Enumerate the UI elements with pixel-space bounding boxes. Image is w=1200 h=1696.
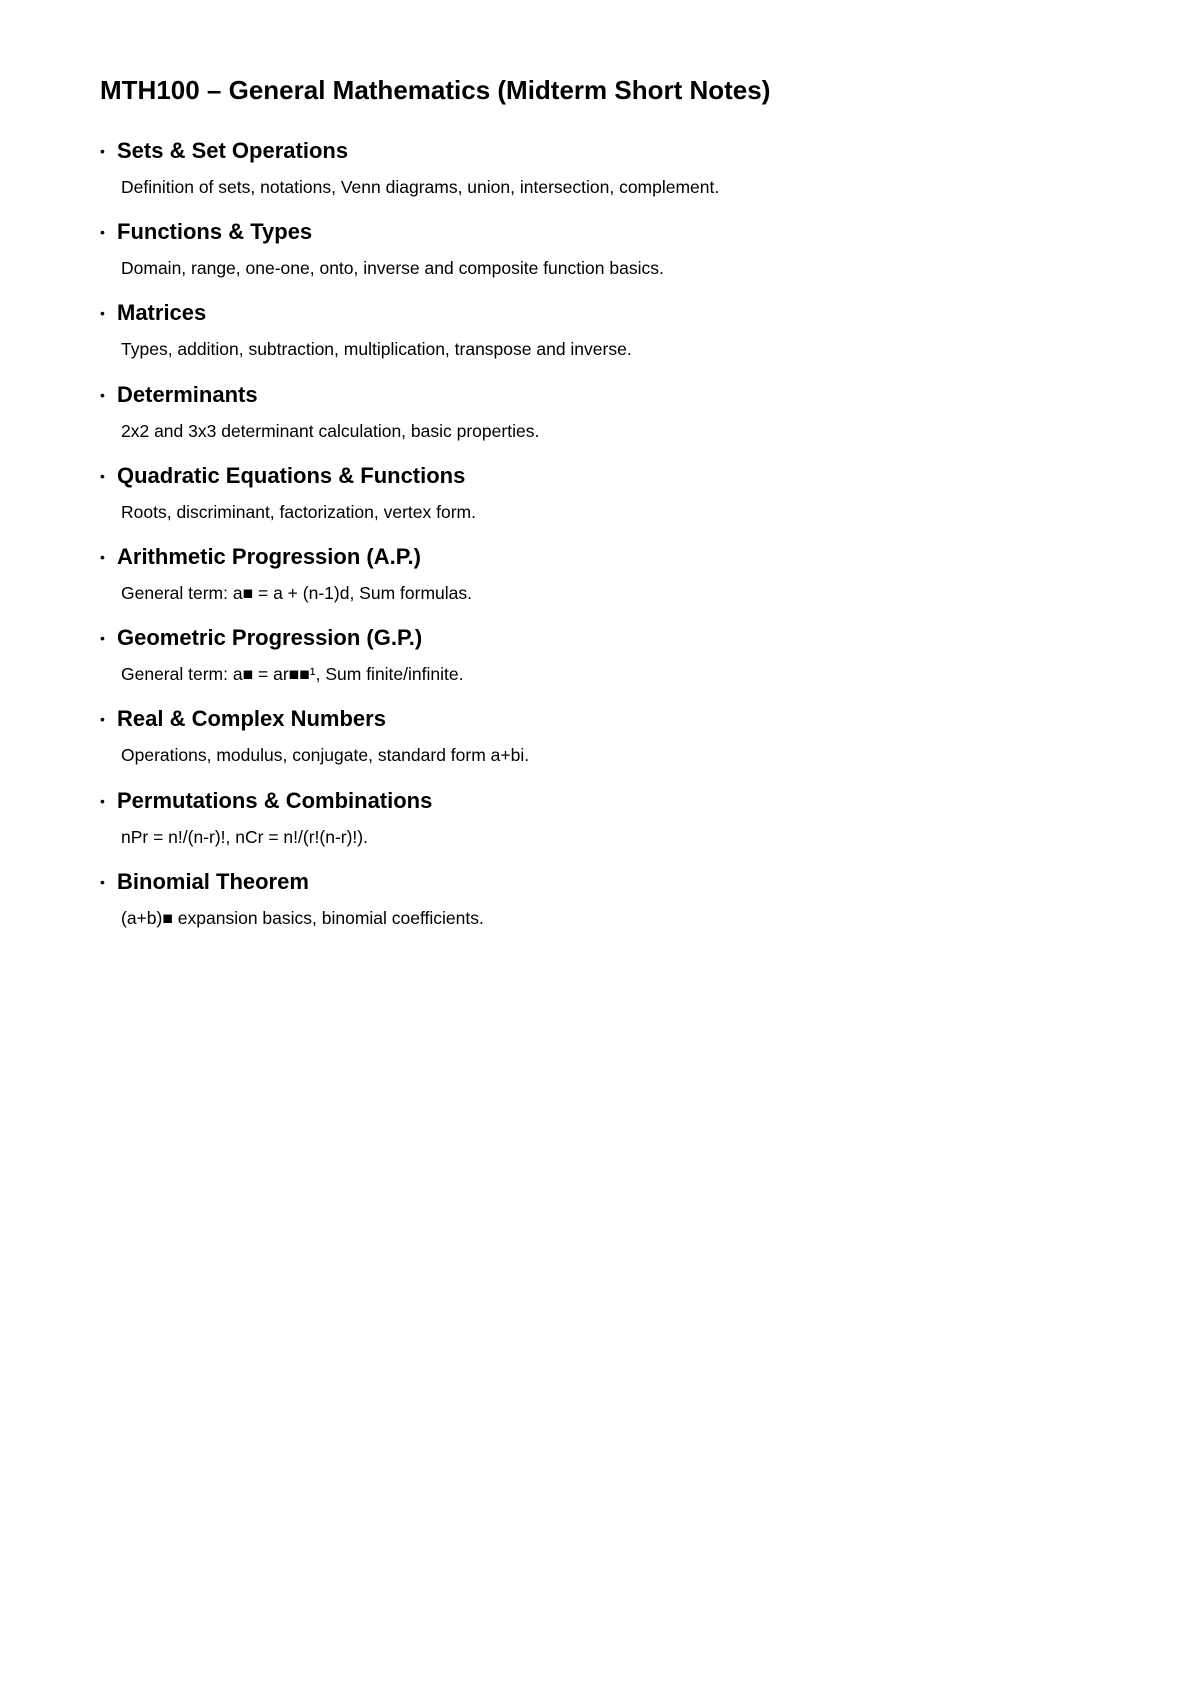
bullet-icon: • xyxy=(100,143,105,159)
section-heading xyxy=(100,623,422,653)
section-heading-text: Arithmetic Progression (A.P.) xyxy=(117,543,421,569)
section-heading-text: Matrices xyxy=(117,300,207,326)
section-item xyxy=(100,704,1100,785)
section-heading-text: Real & Complex Numbers xyxy=(117,706,386,732)
bullet-icon: • xyxy=(100,711,105,728)
section-heading xyxy=(100,298,206,328)
section-description: Types, addition, subtraction, multiplication, transpose and inverse. xyxy=(121,339,632,360)
section-item xyxy=(100,461,1100,542)
section-heading xyxy=(100,704,386,734)
bullet-icon: • xyxy=(100,548,105,565)
section-item xyxy=(100,298,1100,379)
bullet-icon: • xyxy=(100,630,105,647)
bullet-icon: • xyxy=(100,467,105,484)
section-description: General term: a■ = a + (n-1)d, Sum formulas. xyxy=(121,582,472,603)
section-description: Domain, range, one-one, onto, inverse and composite function basics. xyxy=(121,258,664,279)
section-item xyxy=(100,786,1100,867)
section-item xyxy=(100,867,1100,948)
section-description: Definition of sets, notations, Venn diagrams, union, intersection, complement. xyxy=(121,177,720,197)
bullet-icon: • xyxy=(100,305,105,322)
section-heading-text: Permutations & Combinations xyxy=(117,787,433,813)
section-heading xyxy=(100,380,258,410)
section-heading-text: Binomial Theorem xyxy=(117,868,309,894)
bullet-icon: • xyxy=(100,792,105,809)
section-heading xyxy=(100,461,465,491)
bullet-icon: • xyxy=(100,224,105,241)
section-heading xyxy=(100,867,309,897)
section-heading-text: Quadratic Equations & Functions xyxy=(117,462,466,488)
section-description: (a+b)■ expansion basics, binomial coefficients. xyxy=(121,907,484,928)
section-item xyxy=(100,217,1100,298)
section-heading xyxy=(100,542,421,572)
bullet-icon: • xyxy=(100,873,105,890)
section-description: Roots, discriminant, factorization, vertex form. xyxy=(121,501,476,522)
section-item xyxy=(100,623,1100,704)
section-heading-text: Geometric Progression (G.P.) xyxy=(117,625,423,651)
section-description: 2x2 and 3x3 determinant calculation, basic properties. xyxy=(121,420,540,441)
section-heading xyxy=(100,217,312,247)
section-heading xyxy=(100,786,432,816)
section-item xyxy=(100,136,1100,217)
section-item xyxy=(100,542,1100,623)
section-item xyxy=(100,380,1100,461)
section-description: Operations, modulus, conjugate, standard form a+bi. xyxy=(121,745,530,766)
document-title: MTH100 – General Mathematics (Midterm Short Notes) xyxy=(100,75,771,105)
section-description: nPr = n!/(n-r)!, nCr = n!/(r!(n-r)!). xyxy=(121,826,368,847)
section-list xyxy=(100,136,1100,948)
section-heading xyxy=(100,136,348,166)
section-heading-text: Sets & Set Operations xyxy=(117,138,349,163)
bullet-icon: • xyxy=(100,386,105,403)
section-heading-text: Functions & Types xyxy=(117,219,313,245)
section-description: General term: a■ = ar■■¹, Sum finite/infinite. xyxy=(121,664,464,685)
section-heading-text: Determinants xyxy=(117,381,258,407)
